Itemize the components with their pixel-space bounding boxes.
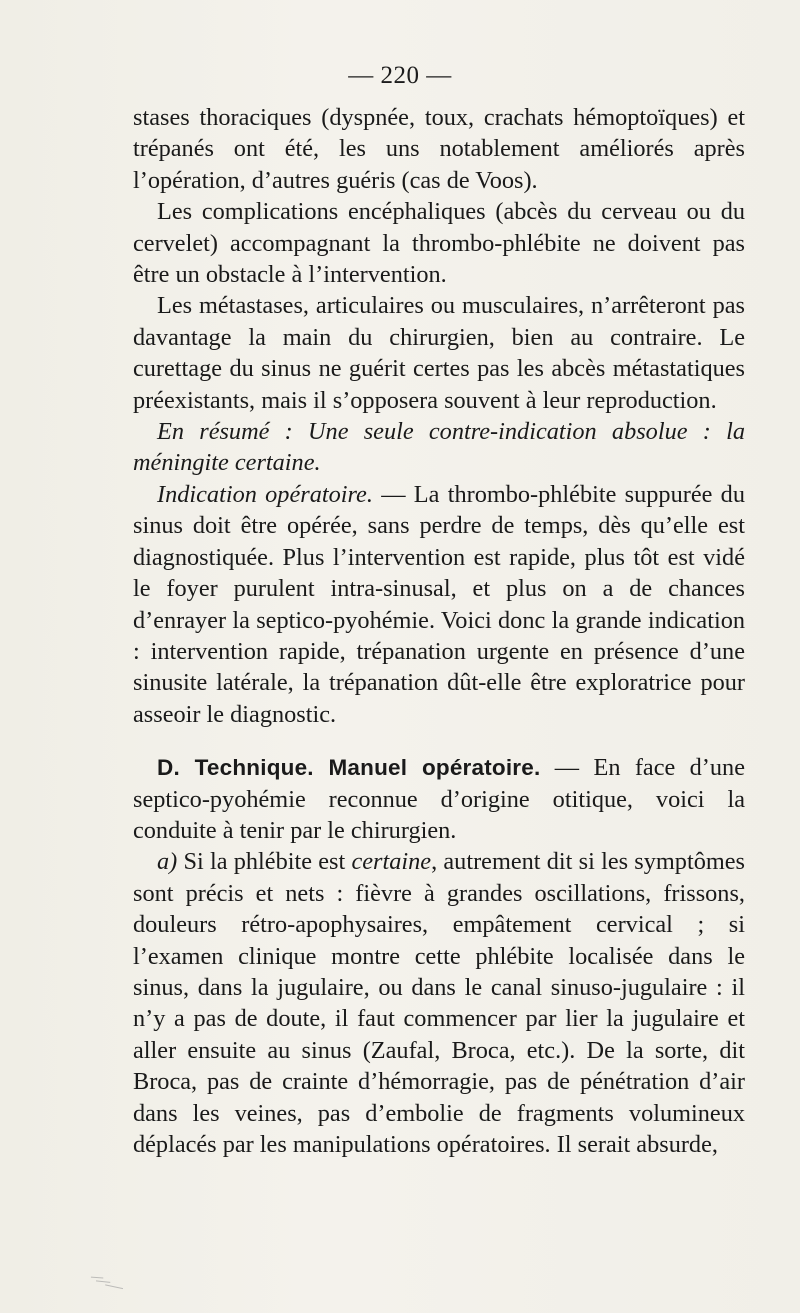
summary-text: En résumé : Une seule contre-indication absolue : la méningite certaine. [133,418,745,477]
paragraph-summary [133,416,745,479]
case-a-label: a) [157,848,178,876]
paragraph-continuation: stases thoraciques (dyspnée, toux, crachats hémoptoïques) et trépanés ont été, les uns notablement améliorés après l’opération, d’autres guéris (cas de Voos). [133,104,745,194]
paragraph-indication [133,479,745,730]
section-heading: D. Technique. Manuel opératoire. [157,755,541,781]
case-a-certaine: certaine [351,848,432,876]
case-a-pre: Si la phlébite est [177,848,352,876]
paragraph-case-a [133,846,745,1160]
page-body [133,102,745,1160]
indication-label: Indication opératoire. [157,480,373,508]
smudge-mark-icon [87,1270,131,1296]
indication-text: — La thrombo-phlébite suppurée du sinus doit être opérée, sans perdre de temps, dès qu’elle est diagnostiquée. Plus l’intervention est rapide, plus tôt est vidé le foyer purulent intra-sinusal, et plus on a de chances d’enrayer la septico-pyohémie. Voici donc la grande indication : intervention rapide, trépanation urgente en présence d’une sinusite latérale, la trépanation dût-elle être exploratrice pour asseoir le diagnostic. [133,480,745,728]
scan-smudge [87,1270,131,1296]
paragraph-technique [133,752,745,846]
case-a-text: , autrement dit si les symptômes sont précis et nets : fièvre à grandes oscillations, frissons, douleurs rétro-apophysaires, empâtement cervical ; si l’examen clinique montre cette phlébite localisée dans le sinus, dans la jugulaire, ou dans le canal sinuso-jugulaire : il n’y a pas de doute, il faut commencer par lier la jugulaire et aller ensuite au sinus (Zaufal, Broca, etc.). De la sorte, dit Broca, pas de crainte d’hémorragie, pas de pénétration d’air dans les veines, pas d’embolie de fragments volumineux déplacés par les manipulations opératoires. Il serait absurde, [133,848,745,1158]
section-intro-text: — En face d’une septico-pyohémie reconnue d’origine otitique, voici la conduite à tenir par le chirurgien. [133,754,745,844]
paragraph-complications: Les complications encéphaliques (abcès du cerveau ou du cervelet) accompagnant la thrombo-phlébite ne doivent pas être un obstacle à l’intervention. [133,198,745,289]
paragraph-metastases: Les métastases, articulaires ou musculaires, n’arrêteront pas davantage la main du chirurgien, bien au contraire. Le curettage du sinus ne guérit certes pas les abcès métastatiques préexistants, mais il s’opposera souvent à leur reproduction. [133,292,745,414]
page-number: — 220 — [348,62,452,89]
